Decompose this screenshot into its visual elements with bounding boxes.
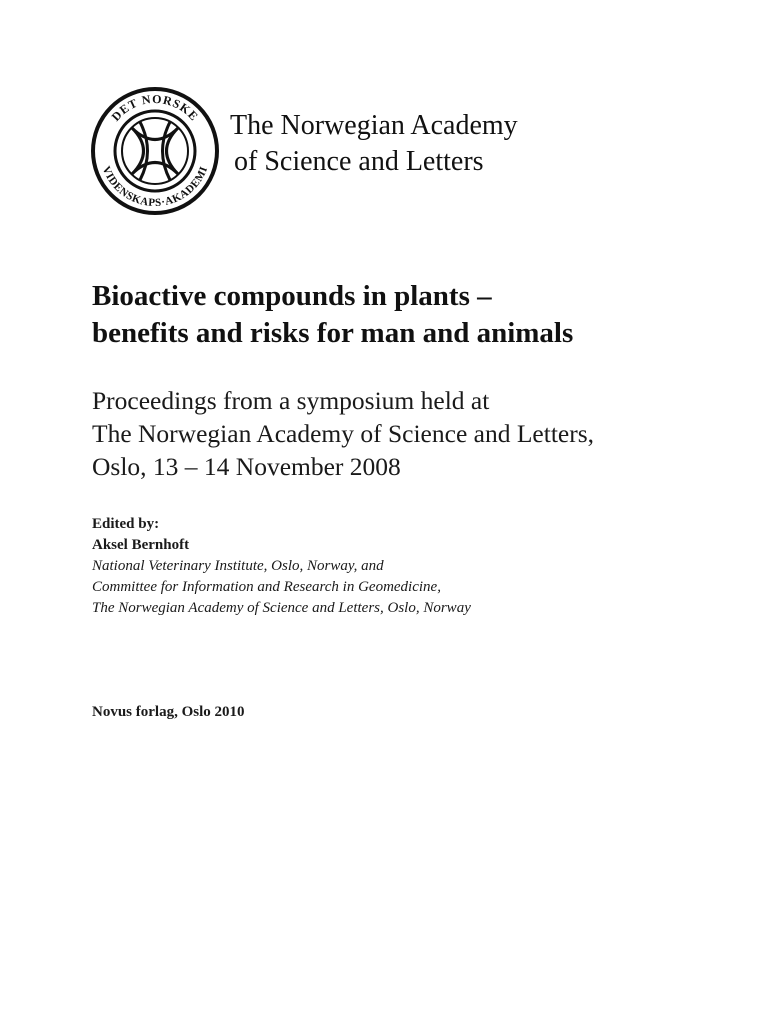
- academy-seal-logo: [90, 86, 220, 216]
- editor-affiliation-line2: Committee for Information and Research in Geomedicine,: [92, 579, 441, 595]
- edited-by-label: Edited by:: [92, 516, 160, 532]
- book-title: [92, 278, 573, 352]
- seal-text-bottom: VIDENSKAPS·AKADEMI: [99, 164, 211, 210]
- proceedings-line2: The Norwegian Academy of Science and Letters,: [92, 419, 595, 448]
- publisher-imprint: Novus forlag, Oslo 2010: [92, 704, 245, 720]
- editor-name: Aksel Bernhoft: [92, 537, 190, 553]
- proceedings-line3: Oslo, 13 – 14 November 2008: [92, 452, 401, 481]
- academy-name-line1: The Norwegian Academy: [230, 110, 518, 141]
- seal-text-top: DET NORSKE: [108, 91, 202, 124]
- editor-affiliation-line3: The Norwegian Academy of Science and Letters, Oslo, Norway: [92, 600, 471, 616]
- academy-name-line2: of Science and Letters: [234, 146, 484, 177]
- proceedings-line1: Proceedings from a symposium held at: [92, 386, 490, 415]
- academy-name: [230, 108, 518, 180]
- proceedings-subtitle: [92, 384, 594, 483]
- editor-block: [92, 514, 471, 619]
- editor-affiliation-line1: National Veterinary Institute, Oslo, Norway, and: [92, 558, 384, 574]
- book-title-line1: Bioactive compounds in plants –: [92, 280, 492, 312]
- book-title-line2: benefits and risks for man and animals: [92, 317, 574, 349]
